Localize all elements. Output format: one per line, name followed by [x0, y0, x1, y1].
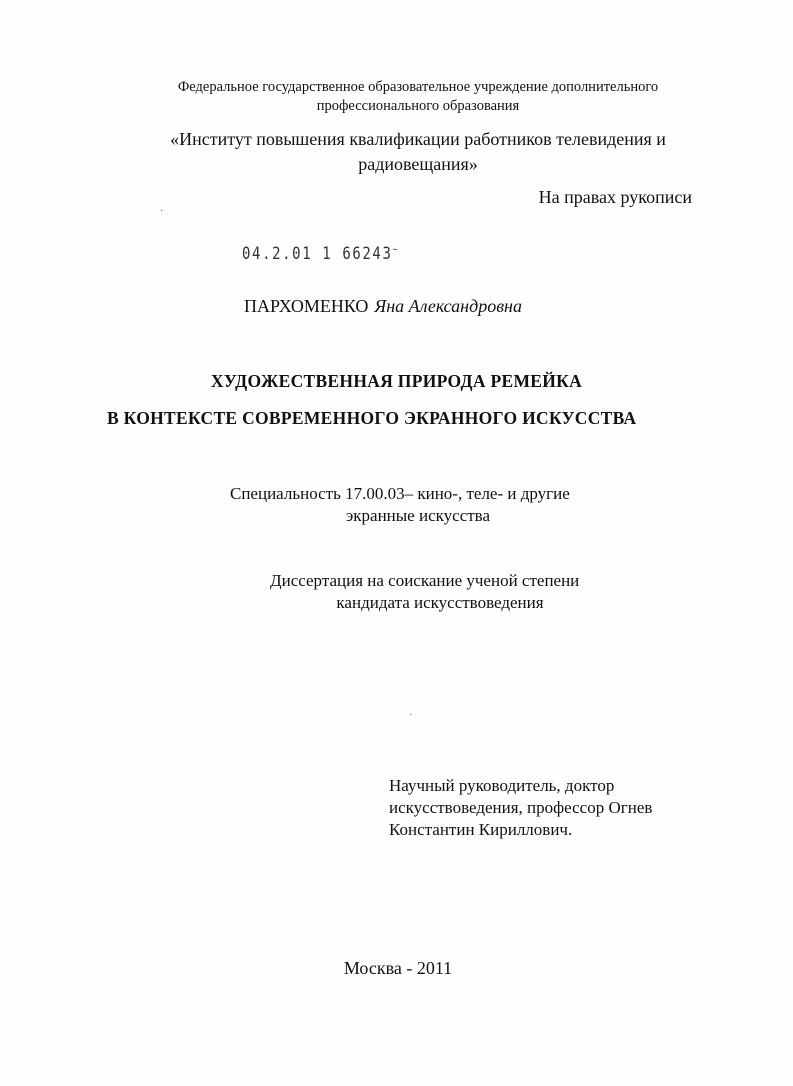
- advisor-line-1: Научный руководитель, доктор: [389, 776, 615, 795]
- author-given-names: Яна Александровна: [374, 296, 522, 316]
- advisor-line-2: искусствоведения, профессор Огнев: [389, 798, 653, 817]
- author-surname: ПАРХОМЕНКО: [244, 296, 369, 316]
- dissertation-title-line-1: ХУДОЖЕСТВЕННАЯ ПРИРОДА РЕМЕЙКА: [210, 371, 583, 391]
- registration-number: [242, 244, 399, 264]
- degree-line-2: кандидата искусствоведения: [336, 593, 544, 612]
- registration-mark: ~: [392, 244, 400, 256]
- institution-line-1: Федеральное государственное образовательное учреждение дополнительного: [177, 79, 659, 95]
- institution-name-line-2: радиовещания»: [358, 154, 478, 174]
- scan-speck: ·: [409, 710, 413, 721]
- advisor-line-3: Константин Кириллович.: [389, 820, 573, 839]
- registration-number-digits: 04.2.01 1 66243: [242, 244, 393, 264]
- manuscript-note: На правах рукописи: [538, 187, 692, 207]
- degree-line-1: Диссертация на соискание ученой степени: [270, 571, 580, 590]
- specialty-line-2: экранные искусства: [345, 506, 491, 525]
- scan-speck: ·: [160, 206, 164, 217]
- dissertation-title-line-2: В КОНТЕКСТЕ СОВРЕМЕННОГО ЭКРАННОГО ИСКУССТВА: [107, 408, 637, 428]
- author-name: [244, 296, 522, 317]
- institution-line-2: профессионального образования: [316, 98, 520, 114]
- specialty-line-1: Специальность 17.00.03– кино-, теле- и другие: [230, 484, 570, 503]
- city-and-year: Москва - 2011: [343, 958, 453, 978]
- institution-name-line-1: «Институт повышения квалификации работников телевидения и: [170, 129, 666, 149]
